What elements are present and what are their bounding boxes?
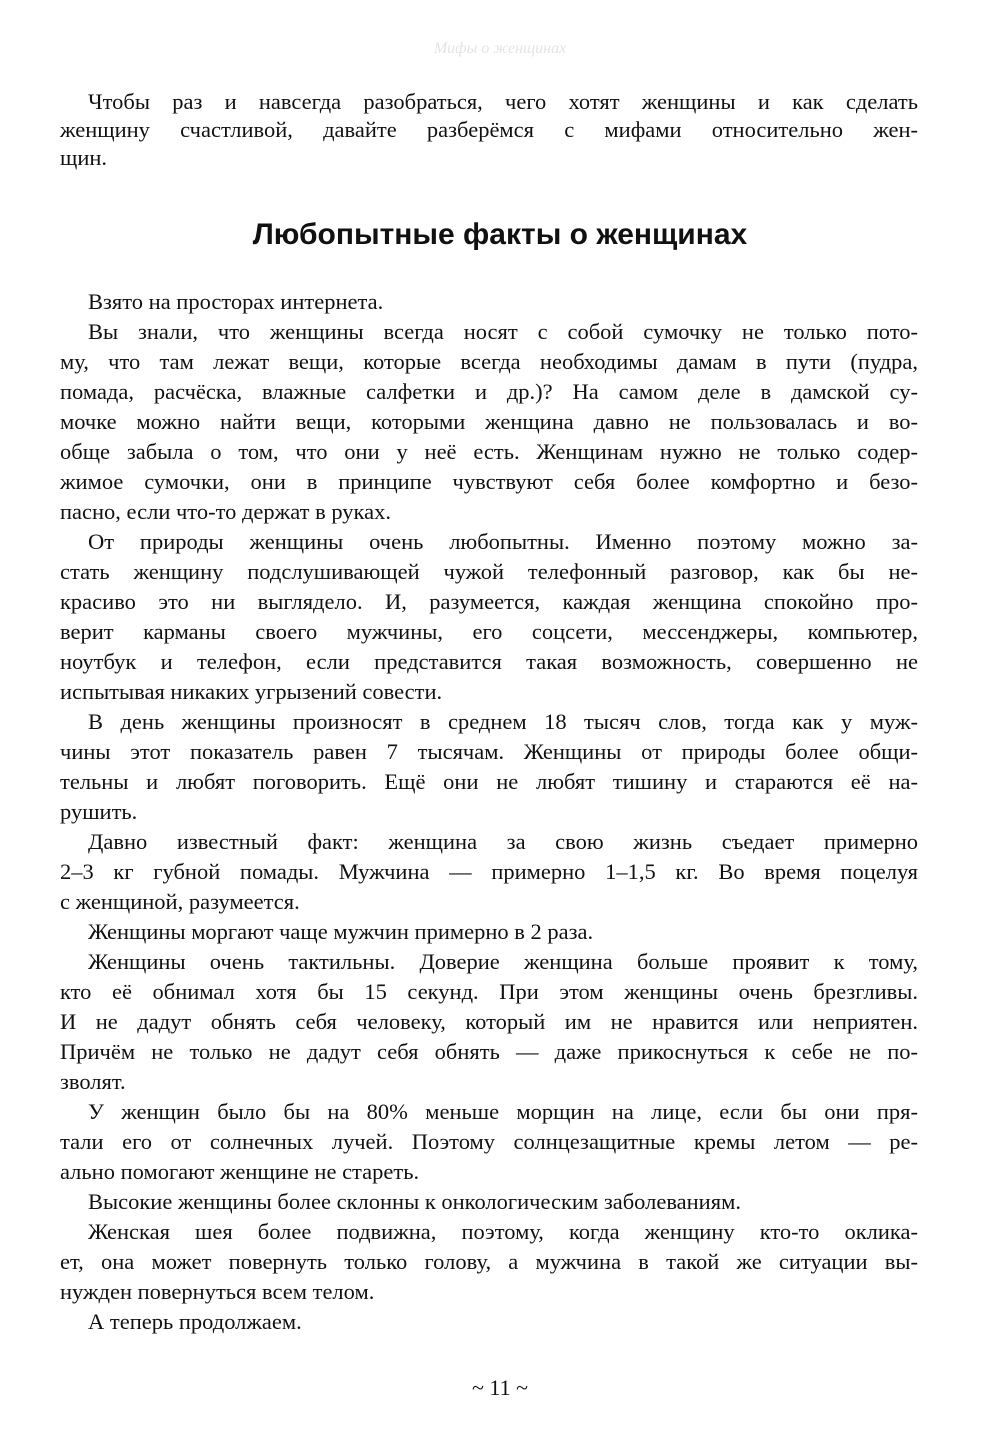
text-line: Причём не только не дадут себя обнять — даже прикоснуться к себе не по- — [60, 1039, 918, 1064]
text-line: верит карманы своего мужчины, его соцсети, мессенджеры, компьютер, — [60, 619, 918, 644]
paragraph — [60, 317, 918, 527]
intro-text — [60, 88, 918, 172]
text-line: Чтобы раз и навсегда разобраться, чего хотят женщины и как сделать — [88, 89, 918, 114]
paragraph — [60, 917, 918, 947]
text-line: тали его от солнечных лучей. Поэтому солнцезащитные кремы летом — ре- — [60, 1129, 918, 1154]
text-line: стать женщину подслушивающей чужой телефонный разговор, как бы не- — [60, 559, 918, 584]
paragraph — [60, 88, 918, 172]
text-line: Женщины очень тактильны. Доверие женщина больше проявит к тому, — [88, 949, 918, 974]
text-line: Давно известный факт: женщина за свою жизнь съедает примерно — [88, 829, 918, 854]
paragraph — [60, 827, 918, 917]
text-line: испытывая никаких угрызений совести. — [60, 679, 443, 704]
text-line: чины этот показатель равен 7 тысячам. Женщины от природы более общи- — [60, 739, 918, 764]
body-text — [60, 287, 918, 1337]
paragraph — [60, 1217, 918, 1307]
paragraph — [60, 1187, 918, 1217]
paragraph — [60, 1097, 918, 1187]
text-line: кто её обнимал хотя бы 15 секунд. При этом женщины очень брезгливы. — [60, 979, 918, 1004]
text-line: с женщиной, разумеется. — [60, 889, 300, 914]
text-line: И не дадут обнять себя человеку, который им не нравится или неприятен. — [60, 1009, 918, 1034]
text-line: От природы женщины очень любопытны. Именно поэтому можно за- — [88, 529, 918, 554]
text-line: мочке можно найти вещи, которыми женщина давно не пользовалась и во- — [60, 409, 918, 434]
text-line: ноутбук и телефон, если представится такая возможность, совершенно не — [60, 649, 918, 674]
paragraph — [60, 287, 918, 317]
text-line: Женщины моргают чаще мужчин примерно в 2 раза. — [88, 919, 594, 944]
text-line: В день женщины произносят в среднем 18 тысяч слов, тогда как у муж- — [88, 709, 918, 734]
text-line: Высокие женщины более склонны к онкологическим заболеваниям. — [88, 1189, 741, 1214]
section-heading: Любопытные факты о женщинах — [252, 218, 748, 251]
running-header: Мифы о женщинах — [433, 40, 567, 57]
text-line: нужден повернуться всем телом. — [60, 1279, 375, 1304]
text-line: Женская шея более подвижна, поэтому, когда женщину кто-то оклика- — [88, 1219, 918, 1244]
text-line: А теперь продолжаем. — [88, 1309, 302, 1334]
page-number: ~ 11 ~ — [472, 1375, 528, 1400]
paragraph — [60, 947, 918, 1097]
text-line: ет, она может повернуть только голову, а мужчина в такой же ситуации вы- — [60, 1249, 918, 1274]
text-line: женщину счастливой, давайте разберёмся с мифами относительно жен- — [60, 117, 918, 142]
text-line: жимое сумочки, они в принципе чувствуют себя более комфортно и безо- — [60, 469, 918, 494]
text-line: помада, расчёска, влажные салфетки и др.)? На самом деле в дамской су- — [60, 379, 918, 404]
text-line: тельны и любят поговорить. Ещё они не любят тишину и стараются её на- — [60, 769, 918, 794]
text-line: Взято на просторах интернета. — [88, 289, 384, 314]
text-line: 2–3 кг губной помады. Мужчина — примерно 1–1,5 кг. Во время поцелуя — [60, 859, 918, 884]
text-line: пасно, если что-то держат в руках. — [60, 499, 391, 524]
paragraph — [60, 707, 918, 827]
text-line: му, что там лежат вещи, которые всегда необходимы дамам в пути (пудра, — [60, 349, 918, 374]
text-line: Вы знали, что женщины всегда носят с собой сумочку не только пото- — [88, 319, 918, 344]
text-line: ально помогают женщине не стареть. — [60, 1159, 420, 1184]
text-line: щин. — [60, 145, 108, 170]
text-line: красиво это ни выглядело. И, разумеется, каждая женщина спокойно про- — [60, 589, 918, 614]
text-line: У женщин было бы на 80% меньше морщин на лице, если бы они пря- — [88, 1099, 918, 1124]
text-line: зволят. — [60, 1069, 126, 1094]
text-line: обще забыла о том, что они у неё есть. Женщинам нужно не только содер- — [60, 439, 918, 464]
paragraph — [60, 1307, 918, 1337]
text-line: рушить. — [60, 799, 138, 824]
paragraph — [60, 527, 918, 707]
